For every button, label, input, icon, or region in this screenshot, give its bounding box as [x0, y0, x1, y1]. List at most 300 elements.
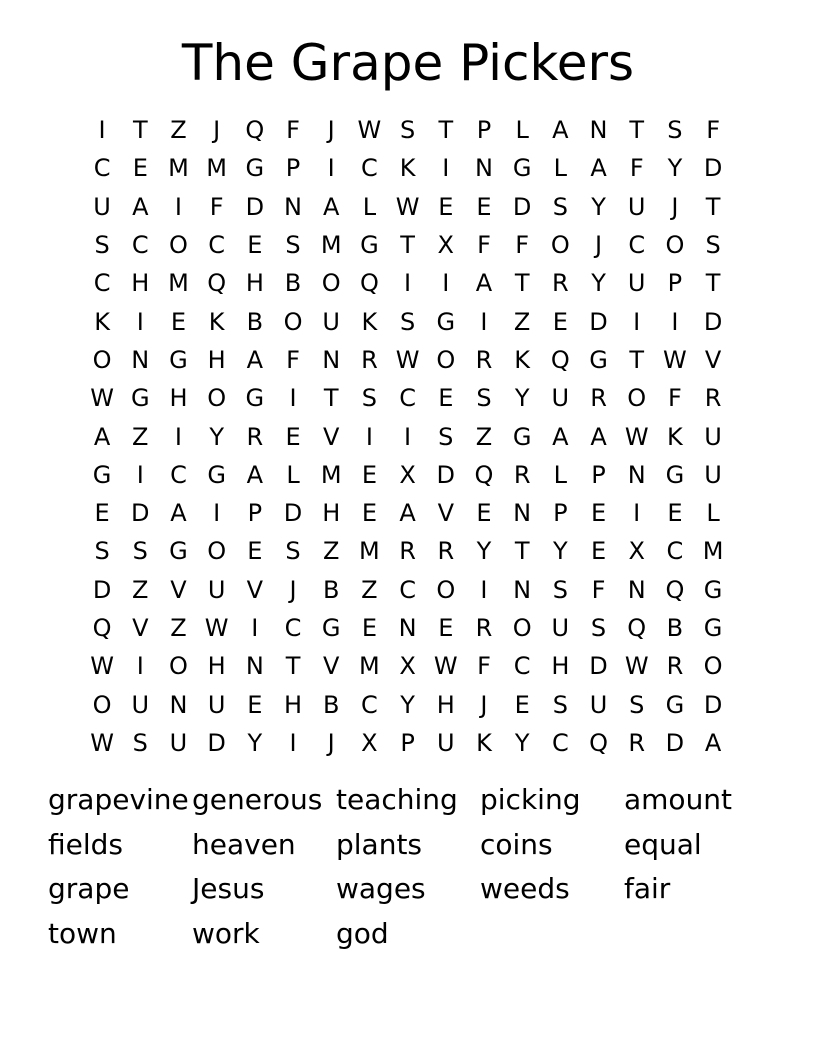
grid-letter: Z — [475, 422, 493, 451]
grid-letter: S — [438, 422, 454, 451]
grid-letter: B — [322, 575, 340, 604]
grid-letter: A — [132, 192, 149, 221]
grid-letter: I — [365, 422, 373, 451]
grid-row — [83, 609, 733, 647]
grid-letter: K — [399, 154, 416, 183]
grid-letter: S — [705, 231, 721, 260]
grid-letter: P — [476, 116, 492, 145]
grid-letter: N — [627, 575, 646, 604]
grid-letter: J — [213, 116, 221, 145]
grid-letter: C — [399, 575, 416, 604]
grid-letter: D — [512, 192, 532, 221]
word-list — [48, 778, 768, 957]
grid-letter: T — [514, 269, 530, 298]
grid-letter: N — [131, 345, 150, 374]
grid-letter: A — [475, 269, 493, 298]
grid-letter: N — [169, 690, 188, 719]
grid-letter: Z — [132, 422, 149, 451]
grid-letter: E — [361, 499, 377, 528]
grid-letter: L — [362, 192, 377, 221]
grid-letter: B — [322, 690, 340, 719]
grid-letter: S — [285, 231, 301, 260]
grid-letter: C — [551, 728, 569, 757]
grid-letter: S — [132, 537, 148, 566]
grid-letter: F — [668, 384, 682, 413]
grid-letter: W — [433, 652, 458, 681]
grid-letter: H — [551, 652, 570, 681]
grid-letter: Y — [553, 537, 568, 566]
page-title: The Grape Pickers — [181, 34, 635, 92]
grid-letter: G — [245, 384, 265, 413]
grid-letter: G — [130, 384, 150, 413]
grid-letter: V — [246, 575, 264, 604]
grid-letter: A — [170, 499, 187, 528]
word-list-item: grapevine — [48, 783, 189, 816]
grid-letter: I — [442, 154, 450, 183]
grid-letter: N — [474, 154, 493, 183]
grid-letter: A — [246, 345, 264, 374]
grid-row — [83, 571, 733, 609]
grid-letter: W — [663, 345, 687, 374]
grid-letter: O — [169, 652, 188, 681]
grid-letter: V — [170, 575, 187, 604]
grid-letter: E — [590, 499, 607, 528]
grid-letter: M — [320, 460, 342, 489]
grid-letter: X — [628, 537, 645, 566]
grid-letter: C — [93, 154, 111, 183]
grid-letter: C — [361, 690, 378, 719]
grid-letter: K — [94, 307, 110, 336]
grid-letter: H — [245, 269, 264, 298]
grid-letter: I — [480, 575, 488, 604]
grid-letter: Q — [550, 345, 570, 374]
word-list-item: work — [192, 917, 260, 951]
grid-letter: Z — [513, 307, 531, 336]
grid-letter: R — [399, 537, 416, 566]
grid-letter: X — [437, 231, 454, 260]
grid-letter: A — [246, 460, 264, 489]
word-list-item: god — [336, 917, 389, 951]
grid-letter: E — [476, 192, 492, 221]
grid-letter: K — [476, 728, 492, 757]
grid-letter: Q — [627, 614, 647, 642]
grid-letter: S — [399, 307, 416, 336]
grid-letter: R — [590, 384, 607, 413]
grid-letter: W — [90, 652, 114, 681]
grid-letter: R — [628, 728, 646, 757]
grid-letter: G — [92, 460, 112, 489]
grid-letter: N — [513, 499, 532, 528]
grid-letter: T — [132, 116, 148, 145]
grid-letter: G — [703, 575, 723, 604]
grid-letter: X — [399, 460, 416, 489]
grid-letter: O — [703, 652, 723, 681]
grid-letter: C — [170, 460, 187, 489]
grid-letter: D — [703, 154, 723, 183]
grid-letter: F — [706, 116, 720, 145]
word-list-item: weeds — [480, 872, 570, 906]
grid-letter: Q — [665, 575, 685, 604]
grid-letter: U — [207, 575, 226, 604]
grid-letter: A — [704, 728, 722, 757]
grid-letter: S — [552, 575, 568, 604]
grid-letter: J — [671, 192, 679, 221]
grid-letter: D — [131, 499, 150, 528]
grid-letter: Z — [132, 575, 149, 604]
grid-letter: O — [436, 575, 456, 604]
grid-letter: Q — [589, 728, 608, 757]
grid-letter: O — [207, 537, 227, 566]
grid-letter: D — [589, 307, 608, 336]
grid-letter: H — [436, 690, 455, 719]
grid-letter: J — [480, 690, 488, 719]
grid-letter: C — [131, 231, 149, 260]
grid-letter: P — [553, 499, 568, 528]
grid-letter: B — [246, 307, 264, 336]
grid-letter: S — [552, 690, 568, 719]
grid-letter: G — [321, 614, 341, 642]
grid-letter: Z — [170, 614, 187, 642]
grid-letter: E — [247, 231, 263, 260]
grid-letter: U — [131, 690, 150, 719]
grid-letter: I — [251, 614, 259, 642]
grid-letter: N — [245, 652, 264, 681]
grid-letter: M — [168, 269, 189, 298]
grid-letter: N — [513, 575, 532, 604]
grid-row — [83, 494, 733, 532]
grid-letter: D — [207, 728, 226, 757]
grid-letter: F — [286, 345, 300, 374]
grid-letter: W — [204, 614, 229, 642]
grid-letter: I — [633, 307, 641, 336]
grid-letter: G — [665, 460, 685, 489]
grid-letter: U — [704, 460, 722, 489]
grid-letter: C — [513, 652, 531, 681]
grid-letter: R — [361, 345, 378, 374]
grid-letter: I — [404, 269, 412, 298]
grid-letter: U — [93, 192, 111, 221]
grid-letter: L — [553, 460, 568, 489]
word-list-item: amount — [624, 783, 733, 816]
grid-letter: O — [207, 384, 227, 413]
grid-letter: I — [174, 422, 182, 451]
grid-letter: K — [208, 307, 225, 336]
grid-letter: E — [247, 690, 263, 719]
grid-letter: I — [442, 269, 450, 298]
grid-letter: K — [361, 307, 378, 336]
grid-letter: P — [667, 269, 683, 298]
grid-letter: Y — [514, 384, 530, 413]
grid-letter: Z — [361, 575, 378, 604]
grid-letter: T — [438, 116, 454, 145]
grid-letter: T — [705, 269, 721, 298]
grid-letter: H — [284, 690, 303, 719]
grid-letter: E — [667, 499, 683, 528]
grid-letter: P — [247, 499, 263, 528]
grid-letter: S — [132, 728, 148, 757]
grid-letter: I — [98, 116, 106, 145]
grid-letter: R — [246, 422, 264, 451]
grid-letter: O — [627, 384, 647, 413]
grid-letter: E — [438, 614, 454, 642]
grid-letter: N — [398, 614, 417, 642]
grid-letter: A — [590, 154, 607, 183]
grid-letter: Q — [92, 614, 112, 642]
grid-letter: E — [361, 614, 377, 642]
grid-letter: K — [514, 345, 531, 374]
grid-letter: W — [624, 422, 649, 451]
grid-letter: P — [400, 728, 415, 757]
grid-letter: C — [628, 231, 646, 260]
grid-letter: R — [552, 269, 569, 298]
grid-letter: W — [90, 728, 114, 757]
grid-letter: I — [404, 422, 412, 451]
grid-letter: O — [92, 345, 112, 374]
grid-letter: Y — [476, 537, 492, 566]
grid-row — [83, 685, 733, 723]
grid-letter: B — [666, 614, 684, 642]
grid-letter: I — [327, 154, 335, 183]
grid-letter: M — [168, 154, 189, 183]
grid-letter: T — [629, 116, 645, 145]
grid-letter: W — [357, 116, 382, 145]
grid-letter: J — [327, 728, 335, 757]
grid-letter: G — [703, 614, 723, 642]
grid-letter: R — [513, 460, 531, 489]
grid-row — [83, 264, 733, 302]
grid-letter: U — [704, 422, 722, 451]
grid-letter: U — [551, 614, 570, 642]
grid-letter: V — [132, 614, 149, 642]
grid-letter: Q — [245, 116, 265, 145]
grid-letter: J — [327, 116, 335, 145]
word-list-item: plants — [336, 827, 423, 861]
grid-letter: D — [283, 499, 303, 528]
grid-letter: O — [550, 231, 570, 260]
grid-letter: M — [206, 154, 228, 183]
grid-letter: F — [477, 652, 491, 681]
grid-letter: S — [552, 192, 568, 221]
grid-letter: L — [515, 116, 529, 145]
grid-letter: U — [627, 269, 646, 298]
grid-letter: Q — [359, 269, 379, 298]
grid-letter: V — [323, 652, 340, 681]
grid-letter: E — [285, 422, 301, 451]
grid-letter: E — [94, 499, 110, 528]
grid-letter: L — [706, 499, 720, 528]
grid-letter: M — [359, 652, 380, 681]
grid-row — [83, 456, 733, 494]
grid-letter: S — [476, 384, 492, 413]
grid-letter: H — [207, 345, 226, 374]
grid-letter: T — [285, 652, 301, 681]
grid-letter: P — [285, 154, 301, 183]
grid-letter: I — [480, 307, 488, 336]
grid-letter: S — [629, 690, 645, 719]
grid-letter: A — [552, 422, 569, 451]
grid-letter: V — [437, 499, 454, 528]
grid-letter: C — [666, 537, 684, 566]
grid-letter: S — [361, 384, 378, 413]
grid-letter: E — [438, 384, 454, 413]
grid-letter: U — [551, 384, 570, 413]
word-list-item: generous — [192, 783, 323, 816]
grid-letter: Q — [474, 460, 494, 489]
grid-letter: R — [437, 537, 455, 566]
word-list-item: teaching — [336, 783, 458, 816]
grid-letter: I — [136, 307, 144, 336]
grid-letter: N — [589, 116, 608, 145]
grid-letter: S — [399, 116, 416, 145]
grid-letter: Y — [591, 269, 606, 298]
grid-letter: E — [247, 537, 263, 566]
grid-letter: O — [665, 231, 685, 260]
grid-letter: C — [93, 269, 111, 298]
word-list-item: picking — [480, 783, 581, 816]
grid-letter: J — [594, 231, 603, 260]
grid-letter: R — [475, 614, 493, 642]
grid-letter: E — [438, 192, 454, 221]
grid-letter: G — [512, 422, 532, 451]
grid-letter: H — [169, 384, 188, 413]
grid-letter: T — [323, 384, 339, 413]
word-list-item: equal — [624, 827, 702, 861]
grid-letter: M — [359, 537, 380, 566]
word-list-item: heaven — [192, 827, 296, 861]
grid-letter: D — [589, 652, 608, 681]
grid-letter: D — [703, 307, 723, 336]
grid-letter: K — [667, 422, 683, 451]
word-list-item: grape — [48, 872, 130, 906]
grid-letter: E — [590, 537, 607, 566]
grid-letter: E — [476, 499, 492, 528]
grid-letter: S — [590, 614, 607, 642]
grid-letter: U — [436, 728, 455, 757]
grid-letter: F — [477, 231, 491, 260]
grid-letter: O — [169, 231, 188, 260]
grid-letter: T — [400, 231, 415, 260]
word-list-item: wages — [336, 872, 426, 906]
grid-letter: G — [207, 460, 226, 489]
word-list-item: coins — [480, 827, 553, 861]
grid-letter: S — [94, 537, 110, 566]
grid-letter: I — [671, 307, 679, 336]
grid-letter: I — [289, 384, 297, 413]
grid-row — [83, 149, 733, 187]
word-list-item: Jesus — [192, 872, 265, 906]
grid-letter: I — [213, 499, 221, 528]
grid-letter: D — [245, 192, 265, 221]
grid-letter: Y — [591, 192, 606, 221]
grid-row — [83, 417, 733, 455]
grid-letter: U — [589, 690, 608, 719]
grid-letter: L — [286, 460, 300, 489]
grid-letter: R — [475, 345, 493, 374]
grid-letter: N — [322, 345, 341, 374]
grid-letter: G — [245, 154, 265, 183]
grid-letter: E — [170, 307, 187, 336]
grid-letter: C — [399, 384, 416, 413]
grid-letter: G — [665, 690, 685, 719]
grid-letter: D — [665, 728, 685, 757]
grid-letter: U — [169, 728, 188, 757]
grid-letter: W — [395, 192, 420, 221]
grid-letter: D — [436, 460, 456, 489]
grid-letter: G — [436, 307, 456, 336]
grid-letter: O — [512, 614, 532, 642]
grid-letter: V — [704, 345, 722, 374]
grid-letter: O — [283, 307, 303, 336]
grid-letter: M — [320, 231, 342, 260]
grid-letter: D — [703, 690, 723, 719]
grid-letter: I — [136, 652, 144, 681]
grid-letter: B — [284, 269, 302, 298]
grid-letter: L — [553, 154, 568, 183]
grid-letter: U — [322, 307, 340, 336]
grid-letter: G — [512, 154, 532, 183]
grid-letter: I — [633, 499, 641, 528]
grid-letter: T — [629, 345, 645, 374]
grid-letter: A — [323, 192, 340, 221]
grid-letter: F — [629, 154, 644, 183]
grid-letter: R — [666, 652, 684, 681]
grid-letter: I — [289, 728, 297, 757]
grid-letter: U — [627, 192, 646, 221]
grid-letter: F — [286, 116, 300, 145]
grid-letter: N — [627, 460, 646, 489]
grid-letter: A — [93, 422, 111, 451]
grid-letter: F — [515, 231, 530, 260]
grid-letter: H — [322, 499, 341, 528]
grid-row — [83, 111, 733, 149]
grid-letter: E — [132, 154, 148, 183]
grid-letter: E — [514, 690, 530, 719]
letter-grid — [83, 111, 733, 762]
grid-letter: Y — [247, 728, 263, 757]
grid-letter: Y — [400, 690, 415, 719]
grid-letter: S — [94, 231, 110, 260]
grid-letter: W — [624, 652, 649, 681]
grid-letter: D — [92, 575, 112, 604]
grid-letter: E — [552, 307, 568, 336]
grid-letter: S — [667, 116, 683, 145]
grid-letter: G — [360, 231, 379, 260]
grid-letter: Y — [514, 728, 530, 757]
grid-letter: O — [321, 269, 341, 298]
grid-row — [83, 532, 733, 570]
word-list-item: fields — [48, 827, 124, 861]
grid-letter: X — [399, 652, 416, 681]
grid-letter: Y — [667, 154, 683, 183]
grid-letter: I — [174, 192, 182, 221]
grid-letter: G — [169, 537, 188, 566]
grid-letter: W — [90, 384, 114, 413]
grid-letter: Z — [322, 537, 340, 566]
grid-letter: E — [361, 460, 377, 489]
grid-letter: Y — [209, 422, 224, 451]
grid-letter: C — [361, 154, 378, 183]
grid-row — [83, 226, 733, 264]
word-list-item: town — [48, 917, 117, 951]
grid-row — [83, 341, 733, 379]
grid-letter: W — [395, 345, 420, 374]
grid-letter: N — [284, 192, 302, 221]
grid-letter: O — [436, 345, 456, 374]
grid-letter: V — [323, 422, 340, 451]
grid-letter: T — [514, 537, 530, 566]
grid-row — [83, 302, 733, 340]
grid-letter: P — [591, 460, 606, 489]
